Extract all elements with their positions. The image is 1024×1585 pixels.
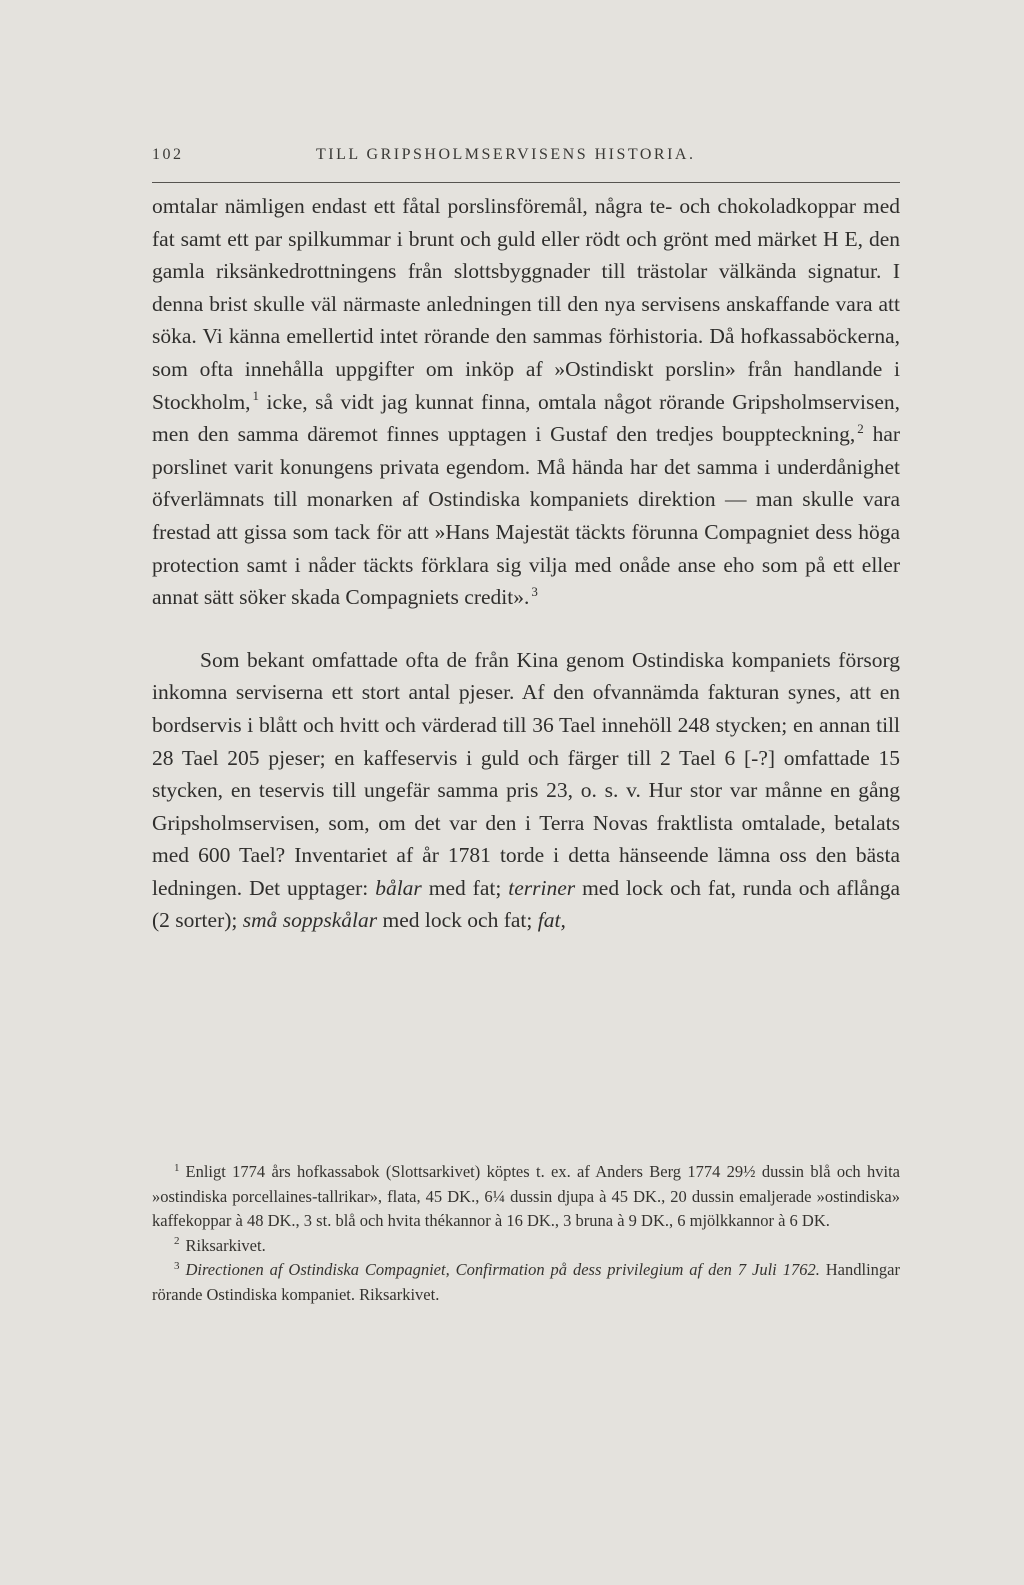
paragraph-2 [152, 644, 900, 937]
footnote-3-italic: Directionen af Ostindiska Compagniet, Confirmation på dess privilegium af den 7 Juli 1762. [185, 1260, 820, 1280]
footnote-mark-3: 3 [174, 1259, 180, 1272]
footnote-mark-1: 1 [174, 1161, 180, 1174]
running-title: TILL GRIPSHOLMSERVISENS HISTORIA. [316, 146, 696, 163]
paragraph-2-italic-2: terriner [508, 875, 576, 900]
paragraph-2-text-a: Som bekant omfattade ofta de från Kina genom Ostindiska kompaniets försorg inkomna serviserna ett stort antal pjeser. Af den ofvannämda fakturan synes, att en bordservis i blått och hvitt och värderad till 36 Tael innehöll 248 stycken; en annan till 28 Tael 205 pjeser; en kaffeservis i guld och färger till 2 Tael 6 [-?] omfattade 15 stycken, en teservis till ungefär samma pris 23, o. s. v. Hur stor var månne en gång Gripsholmservisen, som, om det var den i Terra Novas fraktlista omtalade, betalats med 600 Tael? Inventariet af år 1781 torde i detta hänseende lämna oss den bästa ledningen. Det upptager: [152, 647, 900, 900]
paragraph-2-text-c: med lock och fat, runda och aflånga (2 sorter); [152, 875, 901, 933]
footnote-2-text: Riksarkivet. [185, 1235, 266, 1255]
footnote-3-text: Handlingar rörande Ostindiska kompaniet. Riksarkivet. [152, 1260, 900, 1304]
footnote-ref-2: 2 [857, 421, 864, 436]
footnote-1-text: Enligt 1774 års hofkassabok (Slottsarkivet) köptes t. ex. af Anders Berg 1774 29½ dussin blå och hvita »ostindiska porcellaines-tallrikar», flata, 45 DK., 6¼ dussin djupa à 45 DK., 20 dussin emaljerade »ostindiska» kaffekoppar à 48 DK., 3 st. blå och hvita thékannor à 16 DK., 3 bruna à 9 DK., 6 mjölkkannor à 6 DK. [152, 1162, 900, 1231]
paragraph-1-text-a: omtalar nämligen endast ett fåtal porslinsföremål, några te- och chokoladkoppar med fat samt ett par spilkummar i brunt och guld eller rödt och grönt med märket H E, den gamla riksänkedrottningens från slottsbyggnader till trästolar välkända signatur. I denna brist skulle väl närmaste anledningen till den nya servisens anskaffande vara att söka. Vi känna emellertid intet rörande den sammas förhistoria. Då hofkassaböckerna, som ofta innehålla uppgifter om inköp af »Ostindiskt porslin» från handlande i Stockholm, [152, 194, 900, 414]
footnote-ref-3: 3 [531, 583, 538, 599]
paragraph-2-text-d: med lock och fat; [382, 908, 533, 933]
footnote-mark-2: 2 [174, 1235, 180, 1248]
footnote-ref-1: 1 [252, 388, 260, 404]
footnote-3 [152, 1258, 900, 1307]
footnote-2 [152, 1234, 900, 1259]
paragraph-2-italic-1: bålar [375, 875, 422, 900]
main-text [152, 190, 900, 937]
paragraph-2-italic-3: små soppskålar [242, 908, 378, 933]
paragraph-1-text-b: icke, så vidt jag kunnat finna, omtala något rörande Gripsholmservisen, men den samma däremot finnes upptagen i Gustaf den tredjes bouppteckning, [152, 389, 900, 447]
paragraph-2-text-b: med fat; [428, 875, 502, 900]
footnotes [152, 1160, 900, 1308]
header-rule [152, 182, 900, 183]
footnote-1 [152, 1160, 900, 1234]
page-number: 102 [152, 146, 184, 163]
paragraph-2-italic-4: fat, [537, 908, 566, 933]
paragraph-1 [152, 190, 900, 614]
paragraph-1-text-c: har porslinet varit konungens privata egendom. Må hända har det samma i underdånighet öfverlämnats till monarken af Ostindiska kompaniets direktion — man skulle vara frestad att gissa som tack för att »Hans Majestät täckts förunna Compagniet dess höga protection samt i nåder täckts förklara sig vilja med onåde anse eho som på ett eller annat sätt söker skada Compagniets credit». [152, 422, 901, 610]
